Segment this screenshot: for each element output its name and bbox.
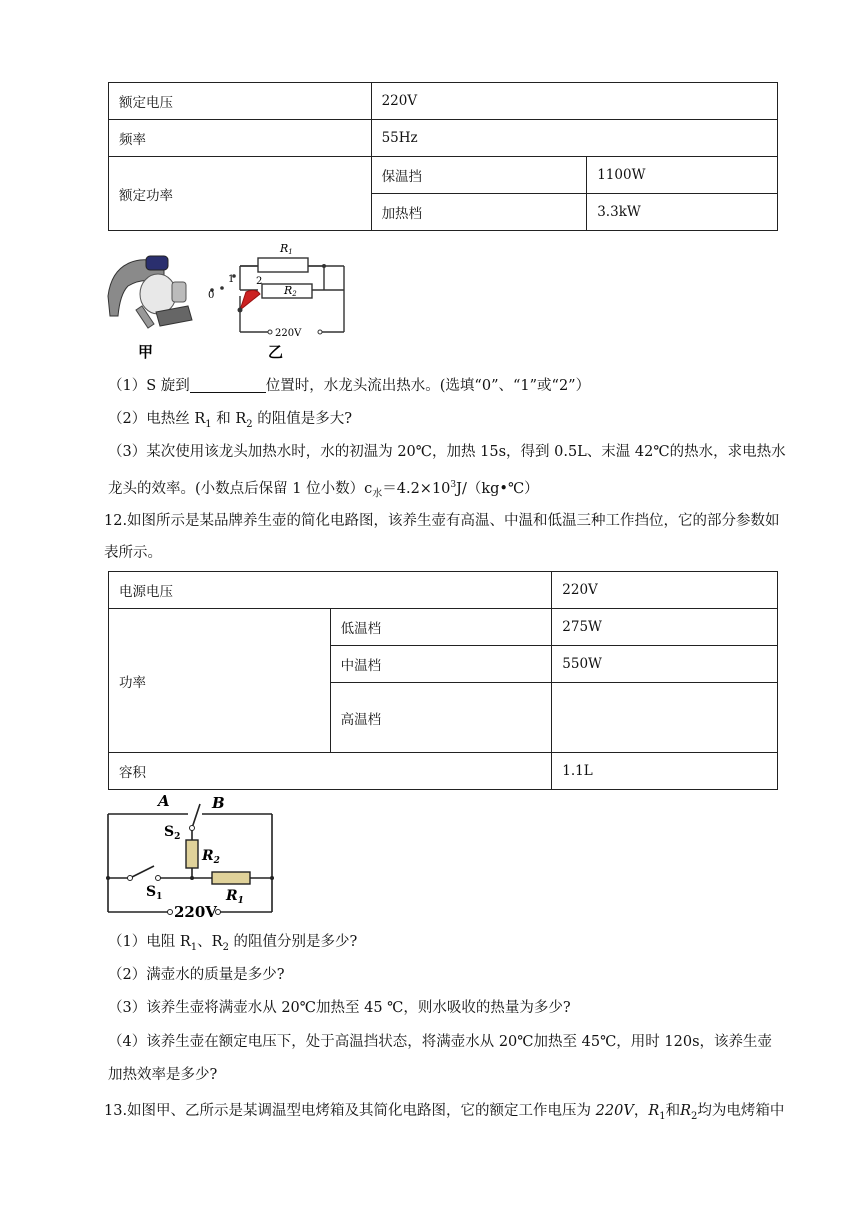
q12-intro-line2: 表所示。 (104, 545, 162, 561)
switch-s2 (192, 804, 200, 828)
cell-value: 550W (552, 646, 778, 683)
q12-part2: （2）满壶水的质量是多少? (108, 967, 285, 983)
resistor-r1 (258, 258, 308, 272)
cell-mode: 保温挡 (371, 157, 587, 194)
label-jia: 甲 (138, 343, 154, 361)
r2-label: R2 (284, 284, 297, 298)
q12-intro-line1: 12.如图所示是某品牌养生壶的简化电路图，该养生壶有高温、中温和低温三种工作挡位，它的部分参数如 (104, 513, 780, 529)
q12-part1: （1）电阻 $R_1$、$R_2$ 的阻值分别是多少? (108, 934, 358, 953)
cell-value: 1100W (587, 157, 778, 194)
q12-part4-line1: （4）该养生壶在额定电压下，处于高温挡状态，将满壶水从 20℃加热至 45℃，用时 120s，该养生壶 (108, 1034, 773, 1050)
q12-part3: （3）该养生壶将满壶水从 20℃加热至 45 ℃，则水吸收的热量为多少? (108, 1000, 571, 1016)
resistor-r2 (186, 840, 198, 868)
cell-label: 容积 (109, 753, 552, 790)
answer-blank[interactable] (190, 376, 266, 393)
cell-value: 220V (552, 572, 778, 609)
cell-label: 频率 (109, 120, 372, 157)
cell-value: 220V (371, 83, 777, 120)
cell-mode: 高温档 (330, 683, 552, 753)
voltage-label: 220V (275, 328, 302, 339)
label-yi: 乙 (268, 343, 284, 361)
cell-mode: 低温档 (330, 609, 552, 646)
cell-value: 1.1L (552, 753, 778, 790)
cell-label: 额定电压 (109, 83, 372, 120)
cell-value: 3.3kW (587, 194, 778, 231)
resistor-r1 (212, 872, 250, 884)
cell-label: 电源电压 (109, 572, 552, 609)
rotary-switch (240, 290, 260, 310)
faucet-figure (98, 236, 358, 364)
s1-label: $S_1$ (146, 884, 163, 902)
cell-value: 275W (552, 609, 778, 646)
cell-label: 功率 (109, 609, 331, 753)
cell-value (552, 683, 778, 753)
point-a-label: A (158, 792, 170, 810)
q11-part3-line1: （3）某次使用该龙头加热水时，水的初温为 20℃，加热 15s，得到 0.5L、末温 42℃的热水，求电热水 (108, 444, 786, 460)
q11-part1: （1）S 旋到 位置时，水龙头流出热水。(选填“0”、“1”或“2”） (108, 378, 591, 394)
spec-table-kettle (108, 571, 778, 790)
switch-pos-2: 2 (256, 276, 263, 287)
switch-pos-1: 1 (228, 274, 235, 285)
cell-label: 额定功率 (109, 157, 372, 231)
spec-table-faucet (108, 82, 778, 231)
cell-value: 55Hz (371, 120, 777, 157)
s2-label: $S_2$ (164, 824, 181, 842)
q11-part3-line2: 龙头的效率。(小数点后保留 1 位小数）$c_水=4.2\times 10^3J/(kg•℃)$ (108, 480, 539, 500)
faucet-illustration (108, 256, 192, 328)
q11-part2: （2）电热丝 $R_1$ 和 $R_2$ 的阻值是多大? (108, 411, 353, 430)
cell-mode: 中温档 (330, 646, 552, 683)
q12-part4-line2: 加热效率是多少? (108, 1067, 218, 1083)
cell-mode: 加热档 (371, 194, 587, 231)
switch-pos-0: 0 (208, 290, 215, 301)
r1-label: R1 (280, 242, 293, 256)
point-b-label: B (212, 794, 225, 812)
switch-s1 (130, 866, 154, 878)
kettle-circuit-diagram (100, 792, 290, 922)
voltage-label: 220V (174, 903, 217, 921)
r2-label: $R_2$ (202, 848, 220, 866)
r1-label: $R_1$ (226, 888, 244, 906)
q13-intro: 13.如图甲、乙所示是某调温型电烤箱及其简化电路图，它的额定工作电压为 220V，$R_1$和$R_2$均为电烤箱中 (104, 1103, 785, 1122)
